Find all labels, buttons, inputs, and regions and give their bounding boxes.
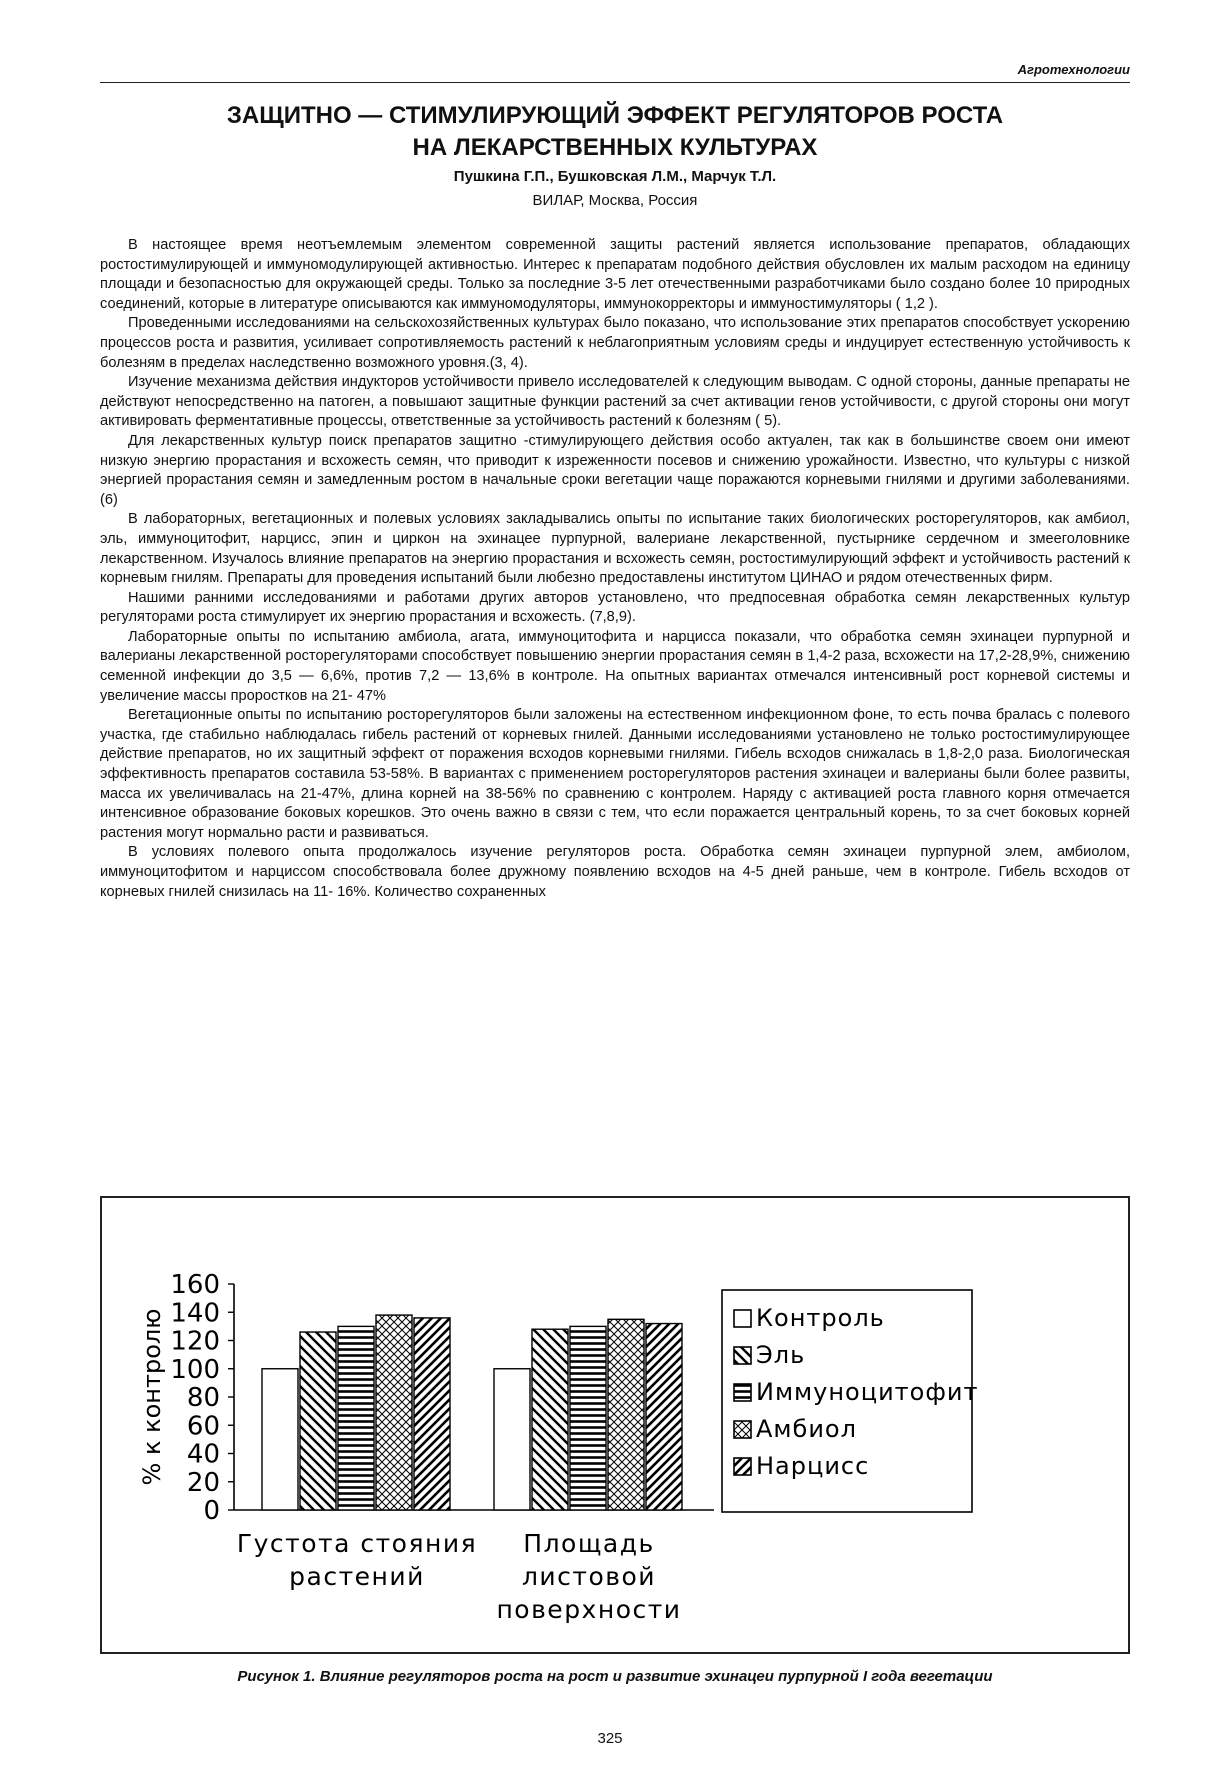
bar	[376, 1315, 412, 1510]
paragraph: Нашими ранними исследованиями и работами других авторов установлено, что предпосевная обработка семян лекарственных культур регуляторами роста стимулирует их энергию прорастания и всхожесть. (7,8,9).	[100, 589, 1130, 626]
bar	[414, 1318, 450, 1510]
paragraph: Изучение механизма действия индукторов устойчивости привело исследователей к следующим выводам. С одной стороны, данные препараты не действуют непосредственно на патоген, а повышают защитные функции растений за счет активации генов устойчивости, с другой стороны они могут активировать ферментативные процессы, ответственные за устойчивость растений к болезням ( 5).	[100, 374, 1130, 430]
legend-swatch	[734, 1421, 751, 1438]
article-body	[100, 236, 1130, 902]
bar	[262, 1369, 298, 1510]
figure-frame	[100, 1196, 1130, 1654]
x-category-label: поверхности	[496, 1595, 682, 1624]
running-title: Агротехнологии	[1017, 62, 1130, 77]
y-tick-label: 0	[203, 1496, 220, 1526]
x-category-label: листовой	[521, 1562, 657, 1591]
y-tick-label: 80	[186, 1383, 220, 1413]
y-tick-label: 160	[170, 1270, 220, 1300]
authors: Пушкина Г.П., Бушковская Л.М., Марчук Т.Л.	[453, 168, 777, 185]
x-category-label: Густота стояния	[236, 1529, 478, 1558]
affiliation: ВИЛАР, Москва, Россия	[532, 192, 698, 209]
page-number: 325	[597, 1730, 623, 1747]
legend-label: Нарцисс	[756, 1452, 870, 1480]
y-tick-label: 60	[186, 1411, 220, 1442]
title-line-1: ЗАЩИТНО — СТИМУЛИРУЮЩИЙ ЭФФЕКТ РЕГУЛЯТОРОВ РОСТА	[226, 102, 1004, 129]
paragraph: Вегетационные опыты по испытанию ростoрегуляторов были заложены на естественном инфекционном фоне, то есть почва бралась с полевого участка, где стабильно наблюдалась гибель растений от корневых гнилей. Данными исследованиями установлено не только ростостимулирующее действие препаратов, но их защитный эффект от поражения всходов корневыми гнилями. Гибель всходов снижалась в 1,8-2,0 раза. Биологическая эффективность препаратов составила 53-58%. В вариантах с применением ростoрегуляторов растения эхинацеи и валерианы были более развиты, масса их увеличивалась на 21-47%, длина корней на 38-56% по сравнению с контролем. Наряду с активацией роста главного корня отмечается интенсивное образование боковых корешков. Это очень важно в связи с тем, что если поражается центральный корень, то за счет боковых корней растения могут нормально расти и развиваться.	[100, 707, 1130, 841]
paragraph: Проведенными исследованиями на сельскохозяйственных культурах было показано, что использование этих препаратов способствует ускорению процессов роста и развития, усиливает сопротивляемость растений к неблагоприятным условиям среды и индуцирует естественную устойчивость к болезням в пределах наследственно возможного уровня.(3, 4).	[100, 315, 1130, 371]
y-tick-label: 100	[170, 1354, 220, 1385]
x-category-label: растений	[289, 1562, 425, 1591]
y-tick-label: 40	[186, 1439, 220, 1470]
bar	[532, 1329, 568, 1510]
bar-chart	[102, 1198, 1128, 1652]
x-category-label: Площадь	[523, 1529, 655, 1558]
article-title	[100, 100, 1130, 164]
y-axis-label: % к контролю	[138, 1308, 166, 1486]
legend-swatch	[734, 1347, 751, 1364]
paragraph: В условиях полевого опыта продолжалось изучение регуляторов роста. Обработка семян эхинацеи пурпурной элем, амбиолом, иммуноцитофитом и нарциссом способствовала более дружному появлению всходов на 4-5 дней раньше, чем в контроле. Гибель всходов от корневых гнилей снизилась на 11- 16%. Количество сохраненных	[100, 844, 1130, 900]
bar	[608, 1319, 644, 1510]
legend-swatch	[734, 1310, 751, 1327]
figure-caption: Рисунок 1. Влияние регуляторов роста на рост и развитие эхинацеи пурпурной I года вегетации	[237, 1668, 993, 1685]
header-rule	[100, 82, 1130, 83]
bar	[494, 1369, 530, 1510]
y-tick-label: 140	[170, 1298, 220, 1329]
legend-label: Иммуноцитофит	[756, 1378, 979, 1406]
paragraph: Для лекарственных культур поиск препаратов защитно -стимулирующего действия особо актуален, так как в большинстве своем они имеют низкую энергию прорастания и всхожесть семян, что приводит к изреженности посевов и снижению урожайности. Известно, что культуры с низкой энергией прорастания семян и замедленным ростом в начальные сроки вегетации чаще поражаются корневыми гнилями и другими заболеваниями. (6)	[100, 432, 1130, 508]
legend-label: Амбиол	[756, 1415, 857, 1443]
bar	[646, 1324, 682, 1510]
legend-swatch	[734, 1458, 751, 1475]
legend-label: Эль	[756, 1341, 806, 1369]
y-tick-label: 120	[170, 1326, 220, 1357]
paragraph: В настоящее время неотъемлемым элементом современной защиты растений является использование препаратов, обладающих ростостимулирующей и иммуномодулирующей активностью. Интерес к препаратам подобного действия обусловлен их малым расходом на единицу площади и безопасностью для окружающей среды. Только за последние 3-5 лет отечественными разработчиками было создано более 10 природных соединений, которые в литературе описываются как иммуномодуляторы, иммунокорректоры и иммуностимуляторы ( 1,2 ).	[100, 237, 1130, 312]
paragraph: В лабораторных, вегетационных и полевых условиях закладывались опыты по испытание таких биологических ростoрегуляторов, как амбиол, эль, иммуноцитофит, нарцисс, эпин и циркон на эхинацее пурпурной, валериане лекарственной, пустырнике сердечном и змееголовнике лекарственном. Изучалось влияние препаратов на энергию прорастания и всхожесть семян, ростостимулирующий эффект и устойчивость растений к корневым гнилям. Препараты для проведения испытаний были любезно предоставлены институтом ЦИНАО и рядом отечественных фирм.	[100, 511, 1130, 587]
bar	[570, 1326, 606, 1510]
legend-label: Контроль	[756, 1304, 885, 1332]
bar	[338, 1326, 374, 1510]
title-line-2: НА ЛЕКАРСТВЕННЫХ КУЛЬТУРАХ	[412, 134, 818, 161]
legend-swatch	[734, 1384, 751, 1401]
y-tick-label: 20	[186, 1467, 220, 1498]
bar	[300, 1332, 336, 1510]
paragraph: Лабораторные опыты по испытанию амбиола, агата, иммуноцитофита и нарцисса показали, что обработка семян эхинацеи пурпурной и валерианы лекарственной ростoрегуляторами способствует повышению энергии прорастания семян в 1,4-2 раза, всхожести на 17,2-28,9%, снижению семенной инфекции до 3,5 — 6,6%, против 7,2 — 13,6% в контроле. На опытных вариантах отмечался интенсивный рост корневой системы и увеличение массы проростков на 21- 47%	[100, 628, 1130, 704]
